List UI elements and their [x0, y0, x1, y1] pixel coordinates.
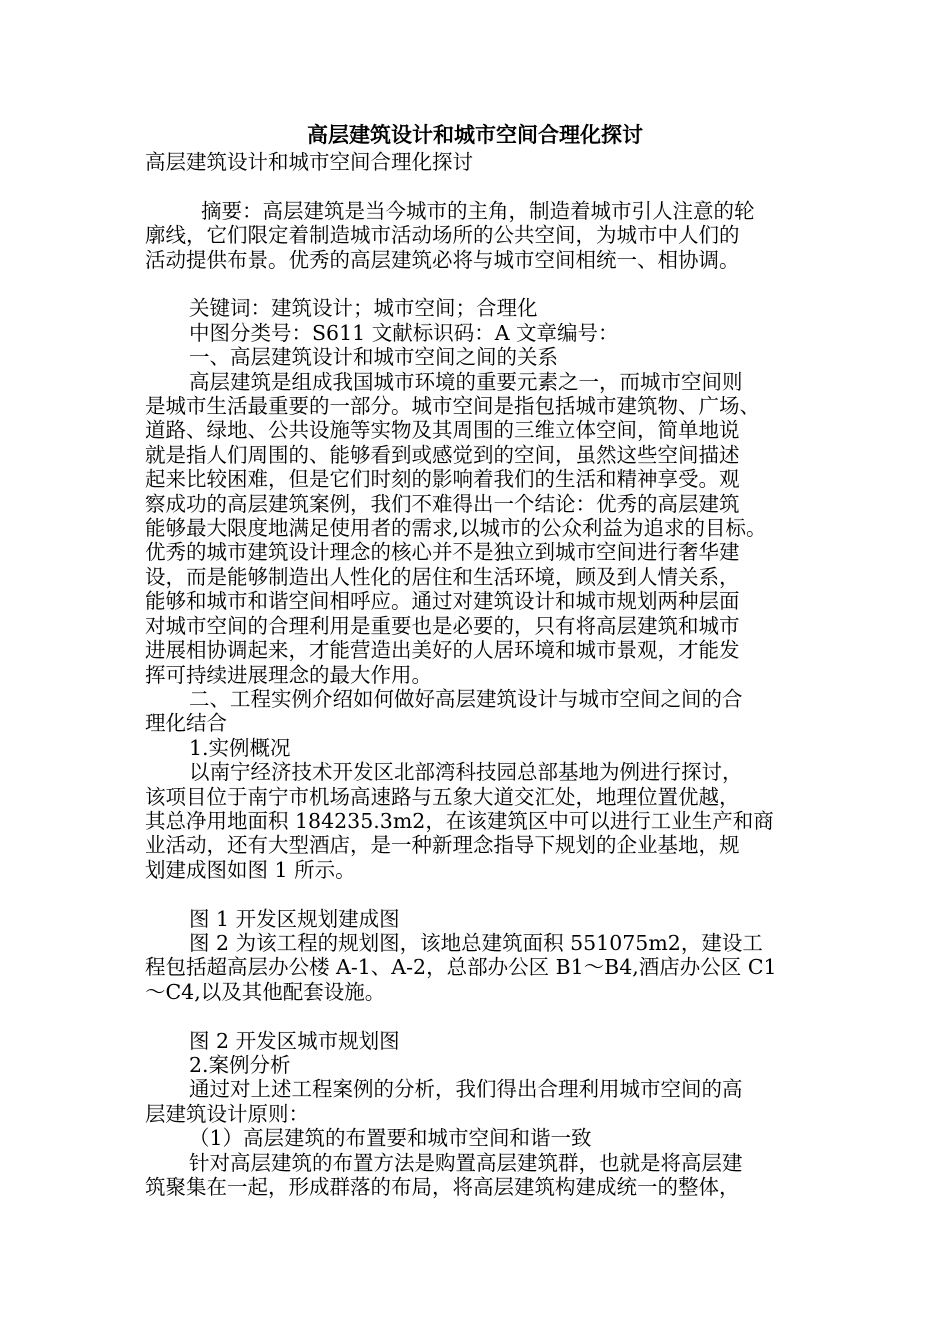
text-line: 图 2 为该工程的规划图，该地总建筑面积 551075m2，建设工: [189, 930, 763, 955]
text-line: 理化结合: [145, 711, 227, 736]
text-line: 道路、绿地、公共设施等实物及其周围的三维立体空间，简单地说: [145, 418, 740, 443]
text-line: 业活动，还有大型酒店，是一种新理念指导下规划的企业基地，规: [145, 833, 740, 858]
text-line: 通过对上述工程案例的分析，我们得出合理利用城市空间的高: [189, 1077, 743, 1102]
text-line: 进展相协调起来，才能营造出美好的人居环境和城市景观，才能发: [145, 638, 740, 663]
text-line: 图 1 开发区规划建成图: [189, 906, 400, 931]
blank-line: [145, 1004, 815, 1028]
text-line: 筑聚集在一起，形成群落的布局，将高层建筑构建成统一的整体，: [145, 1175, 740, 1199]
text-line: 该项目位于南宁市机场高速路与五象大道交汇处，地理位置优越，: [145, 784, 740, 809]
text-line: 层建筑设计原则：: [145, 1101, 309, 1126]
text-line: 是城市生活最重要的一部分。城市空间是指包括城市建筑物、广场、: [145, 394, 760, 419]
text-line: 中图分类号：S611 文献标识码：A 文章编号：: [189, 320, 619, 345]
blank-line: [145, 882, 815, 906]
text-line: 对城市空间的合理利用是重要也是必要的，只有将高层建筑和城市: [145, 613, 740, 638]
text-line: （1）高层建筑的布置要和城市空间和谐一致: [189, 1126, 592, 1151]
text-line: 能够和城市和谐空间相呼应。通过对建筑设计和城市规划两种层面: [145, 589, 740, 614]
text-line: 其总净用地面积 184235.3m2，在该建筑区中可以进行工业生产和商: [145, 808, 774, 833]
document-title: 高层建筑设计和城市空间合理化探讨: [307, 123, 643, 147]
text-line: 1.实例概况: [189, 735, 291, 760]
text-line: 就是指人们周围的、能够看到或感觉到的空间，虽然这些空间描述: [145, 442, 740, 467]
text-line: 以南宁经济技术开发区北部湾科技园总部基地为例进行探讨，: [189, 760, 743, 785]
text-line: 起来比较困难，但是它们时刻的影响着我们的生活和精神享受。观: [145, 467, 740, 492]
blank-line: [145, 174, 815, 198]
text-line: 设，而是能够制造出人性化的居住和生活环境，顾及到人情关系，: [145, 564, 740, 589]
text-line: 一、高层建筑设计和城市空间之间的关系: [189, 345, 558, 370]
text-line: 活动提供布景。优秀的高层建筑必将与城市空间相统一、相协调。: [145, 247, 740, 272]
text-line: 高层建筑是组成我国城市环境的重要元素之一，而城市空间则: [189, 369, 743, 394]
text-line: 图 2 开发区城市规划图: [189, 1028, 400, 1053]
text-line: 能够最大限度地满足使用者的需求,以城市的公众利益为追求的目标。: [145, 516, 767, 541]
text-line: 优秀的城市建筑设计理念的核心并不是独立到城市空间进行奢华建: [145, 540, 740, 565]
text-line: 针对高层建筑的布置方法是购置高层建筑群，也就是将高层建: [189, 1150, 743, 1175]
text-line: ～C4,以及其他配套设施。: [145, 979, 386, 1004]
blank-line: [145, 272, 815, 296]
document-body: [145, 150, 815, 1199]
text-line: 廓线，它们限定着制造城市活动场所的公共空间，为城市中人们的: [145, 223, 740, 248]
text-line: 划建成图如图 1 所示。: [145, 857, 356, 882]
text-line: 高层建筑设计和城市空间合理化探讨: [145, 150, 473, 174]
text-line: 二、工程实例介绍如何做好高层建筑设计与城市空间之间的合: [189, 686, 743, 711]
text-line: 关键词：建筑设计；城市空间；合理化: [189, 296, 538, 321]
text-line: 摘要：高层建筑是当今城市的主角，制造着城市引人注意的轮: [201, 198, 755, 223]
text-line: 2.案例分析: [189, 1052, 291, 1077]
text-line: 察成功的高层建筑案例，我们不难得出一个结论：优秀的高层建筑: [145, 491, 740, 516]
text-line: 挥可持续进展理念的最大作用。: [145, 662, 432, 687]
text-line: 程包括超高层办公楼 A-1、A-2，总部办公区 B1～B4,酒店办公区 C1: [145, 955, 777, 980]
